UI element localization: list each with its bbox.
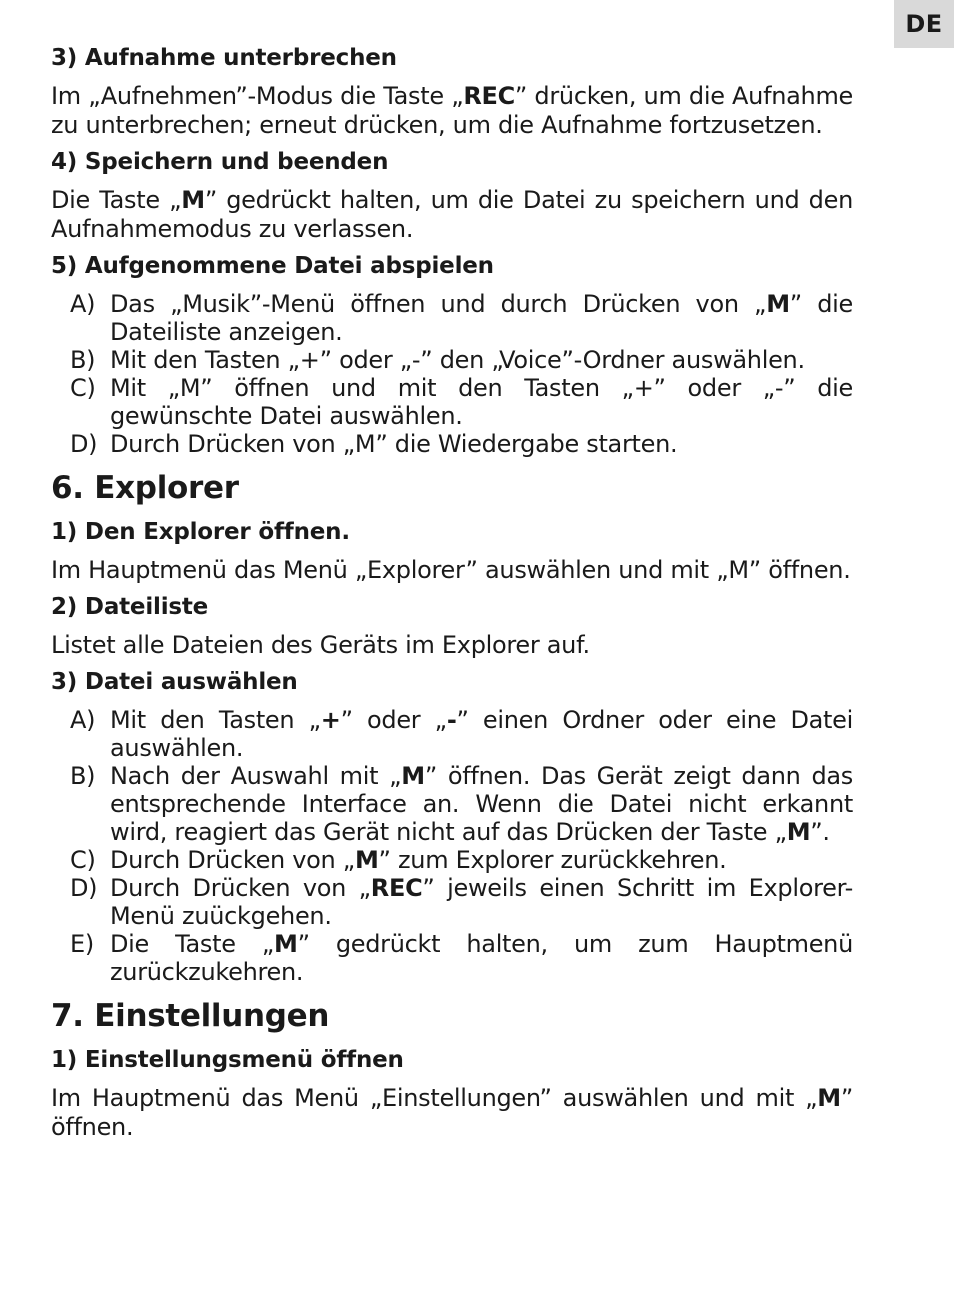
manual-page (51, 44, 853, 1150)
subheading-open-explorer: 1) Den Explorer öffnen. (51, 519, 350, 545)
heading-explorer: 6. Explorer (51, 470, 239, 506)
list-item: B) Mit den Tasten „+” oder „-” den „Voice”-Ordner auswählen. (70, 346, 805, 374)
list-item: C) Durch Drücken von „M” zum Explorer zurückkehren. (70, 846, 727, 874)
list-item: E) Die Taste „M” gedrückt halten, um zum Hauptmenü zurückzukehren. (70, 930, 854, 986)
subheading-file-list: 2) Dateiliste (51, 594, 209, 620)
paragraph-open-explorer: Im Hauptmenü das Menü „Explorer” auswählen und mit „M” öffnen. (51, 556, 851, 584)
subheading-pause-recording: 3) Aufnahme unterbrechen (51, 45, 397, 71)
list-item: D) Durch Drücken von „M” die Wiedergabe starten. (70, 430, 678, 458)
subheading-save-exit: 4) Speichern und beenden (51, 149, 389, 175)
subheading-open-settings: 1) Einstellungsmenü öffnen (51, 1047, 404, 1073)
paragraph-open-settings: Im Hauptmenü das Menü „Einstellungen” auswählen und mit „M” öffnen. (51, 1084, 853, 1141)
subheading-select-file: 3) Datei auswählen (51, 669, 298, 695)
subheading-play-recording: 5) Aufgenommene Datei abspielen (51, 253, 494, 279)
language-tab-de: DE (894, 0, 954, 48)
list-item: B) Nach der Auswahl mit „M” öffnen. Das Gerät zeigt dann das entsprechende Interface an. Wenn die Datei nicht erkannt wird, reagiert das Gerät nicht auf das Drücken der Taste „M”. (70, 762, 853, 846)
paragraph-save-exit: Die Taste „M” gedrückt halten, um die Datei zu speichern und den Aufnahmemodus zu verlassen. (51, 186, 853, 243)
list-item: A) Mit den Tasten „+” oder „-” einen Ordner oder eine Datei auswählen. (70, 706, 853, 762)
list-item: A) Das „Musik”-Menü öffnen und durch Drücken von „M” die Dateiliste anzeigen. (70, 290, 854, 346)
list-item: C) Mit „M” öffnen und mit den Tasten „+” oder „-” die gewünschte Datei auswählen. (70, 374, 853, 430)
list-select-file (51, 706, 853, 986)
list-play-recording (51, 290, 853, 458)
paragraph-file-list: Listet alle Dateien des Geräts im Explorer auf. (51, 631, 590, 659)
list-item: D) Durch Drücken von „REC” jeweils einen Schritt im Explorer-Menü zuückgehen. (70, 874, 853, 930)
paragraph-pause-recording: Im „Aufnehmen”-Modus die Taste „REC” drücken, um die Aufnahme zu unterbrechen; erneut drücken, um die Aufnahme fortzusetzen. (51, 82, 853, 139)
heading-settings: 7. Einstellungen (51, 998, 330, 1034)
